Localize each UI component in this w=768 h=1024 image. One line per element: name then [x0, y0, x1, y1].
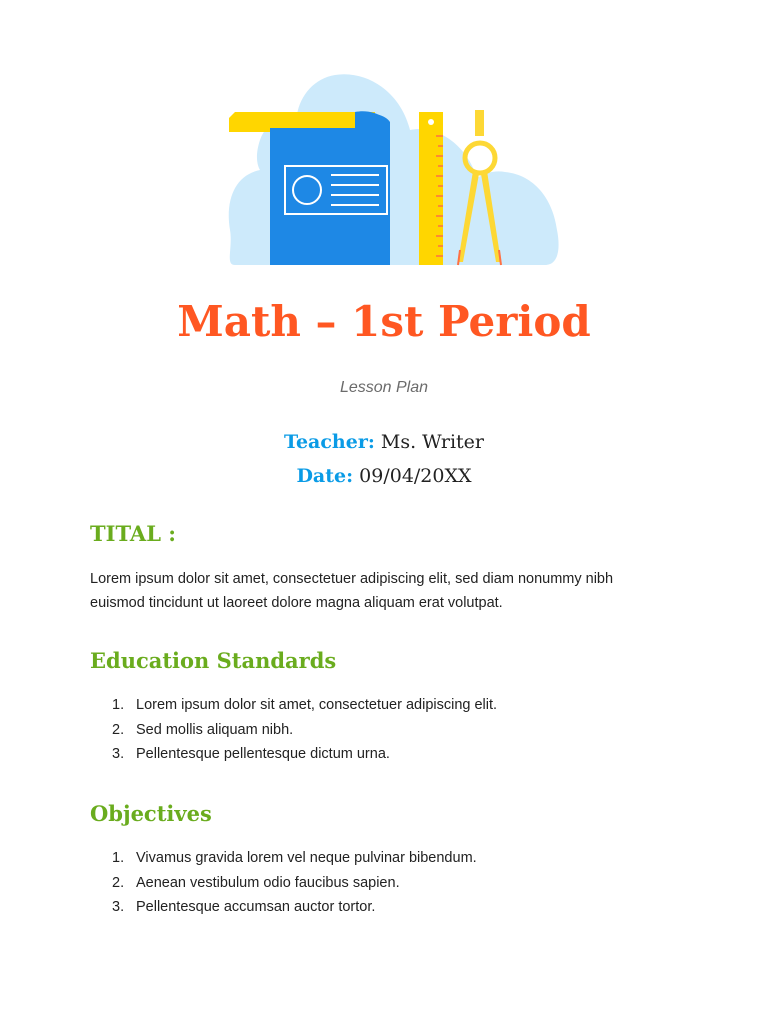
list-item-number: 2.	[112, 721, 125, 738]
list-item-number: 3.	[112, 899, 125, 915]
page-subtitle: Lesson Plan	[339, 379, 429, 396]
teacher-label: Teacher:	[284, 431, 375, 453]
objectives-list	[90, 846, 690, 920]
list-item-text: Aenean vestibulum odio faucibus sapien.	[136, 874, 400, 891]
list-item	[90, 742, 690, 767]
list-item	[90, 895, 690, 920]
date-line	[0, 463, 768, 489]
education-standards-list	[90, 693, 690, 767]
ruler-icon	[419, 112, 443, 265]
date-label: Date:	[296, 465, 354, 487]
list-item-number: 2.	[112, 874, 125, 891]
math-illustration	[205, 70, 565, 270]
list-item-number: 3.	[112, 746, 125, 762]
list-item-number: 1.	[112, 697, 125, 713]
list-item-text: Pellentesque pellentesque dictum urna.	[136, 746, 390, 762]
education-standards-heading: Education Standards	[90, 648, 337, 673]
list-item	[90, 718, 690, 743]
date-value: 09/04/20XX	[353, 465, 472, 487]
list-item-text: Pellentesque accumsan auctor tortor.	[136, 899, 376, 915]
list-item	[90, 693, 690, 718]
teacher-line	[0, 429, 768, 455]
page-title: Math – 1st Period	[177, 297, 591, 346]
tital-heading: TITAL :	[90, 521, 177, 546]
list-item	[90, 846, 690, 871]
list-item-number: 1.	[112, 850, 125, 866]
list-item-text: Sed mollis aliquam nibh.	[136, 721, 294, 738]
objectives-heading: Objectives	[90, 801, 212, 826]
list-item	[90, 871, 690, 896]
list-item-text: Lorem ipsum dolor sit amet, consectetuer adipiscing elit.	[136, 697, 498, 713]
tital-paragraph: Lorem ipsum dolor sit amet, consectetuer adipiscing elit, sed diam nonummy nibh euismod tincidunt ut laoreet dolore magna aliquam erat volutpat.	[90, 571, 614, 611]
teacher-value: Ms. Writer	[374, 431, 484, 453]
list-item-text: Vivamus gravida lorem vel neque pulvinar bibendum.	[136, 850, 477, 866]
